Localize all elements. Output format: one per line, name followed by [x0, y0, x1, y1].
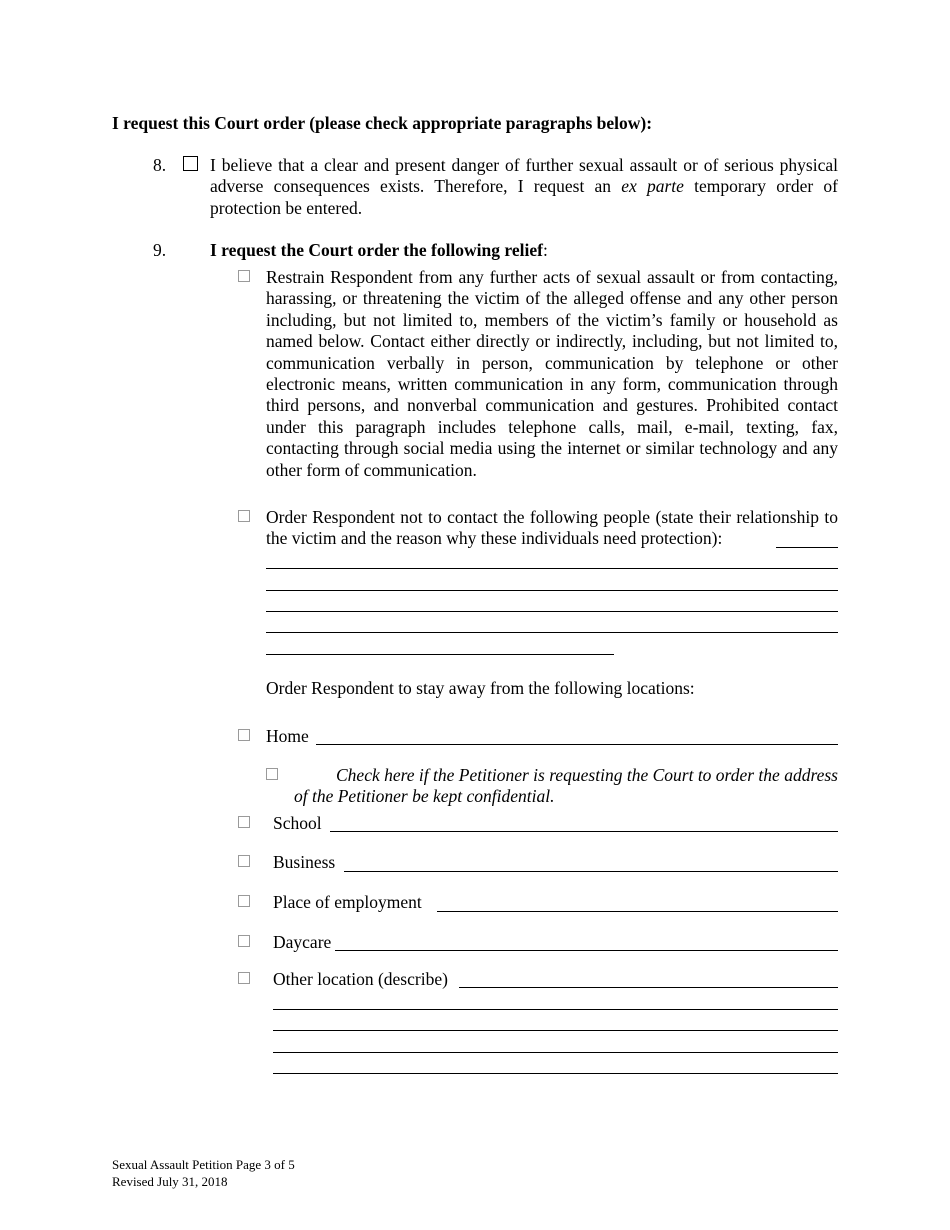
item-8-text-before: I believe that a clear and present danger of further sexual assault or of serious physical adverse consequences exists. Therefore, I request an [210, 155, 838, 197]
other-location-checkbox[interactable] [238, 972, 250, 984]
footer-revised: Revised July 31, 2018 [112, 1174, 228, 1189]
item-8-checkbox[interactable] [183, 156, 198, 171]
restrain-text: Restrain Respondent from any further acts of sexual assault or from contacting, harassing, or threatening the victim of the alleged offense and any other person including, but not limited to, members of the victim’s family or household as named below. Contact either directly or indirectly, including, but not limited to, communication verbally in person, communication by telephone or other electronic means, written communication in any form, communication through third persons, and nonverbal communication and gestures. Prohibited contact under this paragraph includes telephone calls, mail, e-mail, texting, fax, contacting through social media using the internet or similar technology and any other form of communication. [266, 267, 838, 480]
item-9-title-text: I request the Court order the following relief [210, 240, 543, 260]
item-8-text-after: temporary order of protection be entered. [210, 176, 838, 218]
other-location-line[interactable] [459, 987, 838, 988]
item-8-number: 8. [153, 155, 167, 175]
daycare-checkbox[interactable] [238, 935, 250, 947]
section-heading: I request this Court order (please check appropriate paragraphs below): [112, 113, 653, 133]
home-line[interactable] [316, 744, 838, 745]
home-checkbox[interactable] [238, 729, 250, 741]
no-contact-line-4[interactable] [266, 632, 838, 633]
daycare-line[interactable] [335, 950, 838, 951]
daycare-label: Daycare [273, 932, 332, 952]
no-contact-line-2[interactable] [266, 590, 838, 591]
restrain-checkbox[interactable] [238, 270, 250, 282]
business-line[interactable] [344, 871, 838, 872]
item-8-text [210, 155, 838, 219]
no-contact-checkbox[interactable] [238, 510, 250, 522]
footer-page-info: Sexual Assault Petition Page 3 of 5 [112, 1157, 295, 1172]
item-8-text-italic: ex parte [621, 176, 684, 197]
school-checkbox[interactable] [238, 816, 250, 828]
item-9-title [210, 240, 548, 261]
school-line[interactable] [330, 831, 838, 832]
other-location-line-2[interactable] [273, 1009, 838, 1010]
item-9-colon: : [542, 240, 548, 260]
employment-line[interactable] [437, 911, 838, 912]
stay-away-intro: Order Respondent to stay away from the following locations: [266, 678, 695, 698]
confidential-text: Check here if the Petitioner is requesting the Court to order the address of the Petitioner be kept confidential. [294, 765, 838, 807]
other-location-label: Other location (describe) [273, 969, 448, 989]
business-label: Business [273, 852, 336, 872]
no-contact-text: Order Respondent not to contact the following people (state their relationship to the victim and the reason why these individuals need protection): [266, 507, 838, 549]
other-location-line-5[interactable] [273, 1073, 838, 1074]
school-label: School [273, 813, 322, 833]
item-9-number: 9. [153, 240, 167, 260]
no-contact-line-1[interactable] [266, 568, 838, 569]
home-label: Home [266, 726, 309, 746]
no-contact-inline-line[interactable] [776, 547, 838, 548]
no-contact-line-5[interactable] [266, 654, 614, 655]
other-location-line-3[interactable] [273, 1030, 838, 1031]
no-contact-line-3[interactable] [266, 611, 838, 612]
employment-label: Place of employment [273, 892, 422, 912]
employment-checkbox[interactable] [238, 895, 250, 907]
confidential-checkbox[interactable] [266, 768, 278, 780]
business-checkbox[interactable] [238, 855, 250, 867]
other-location-line-4[interactable] [273, 1052, 838, 1053]
